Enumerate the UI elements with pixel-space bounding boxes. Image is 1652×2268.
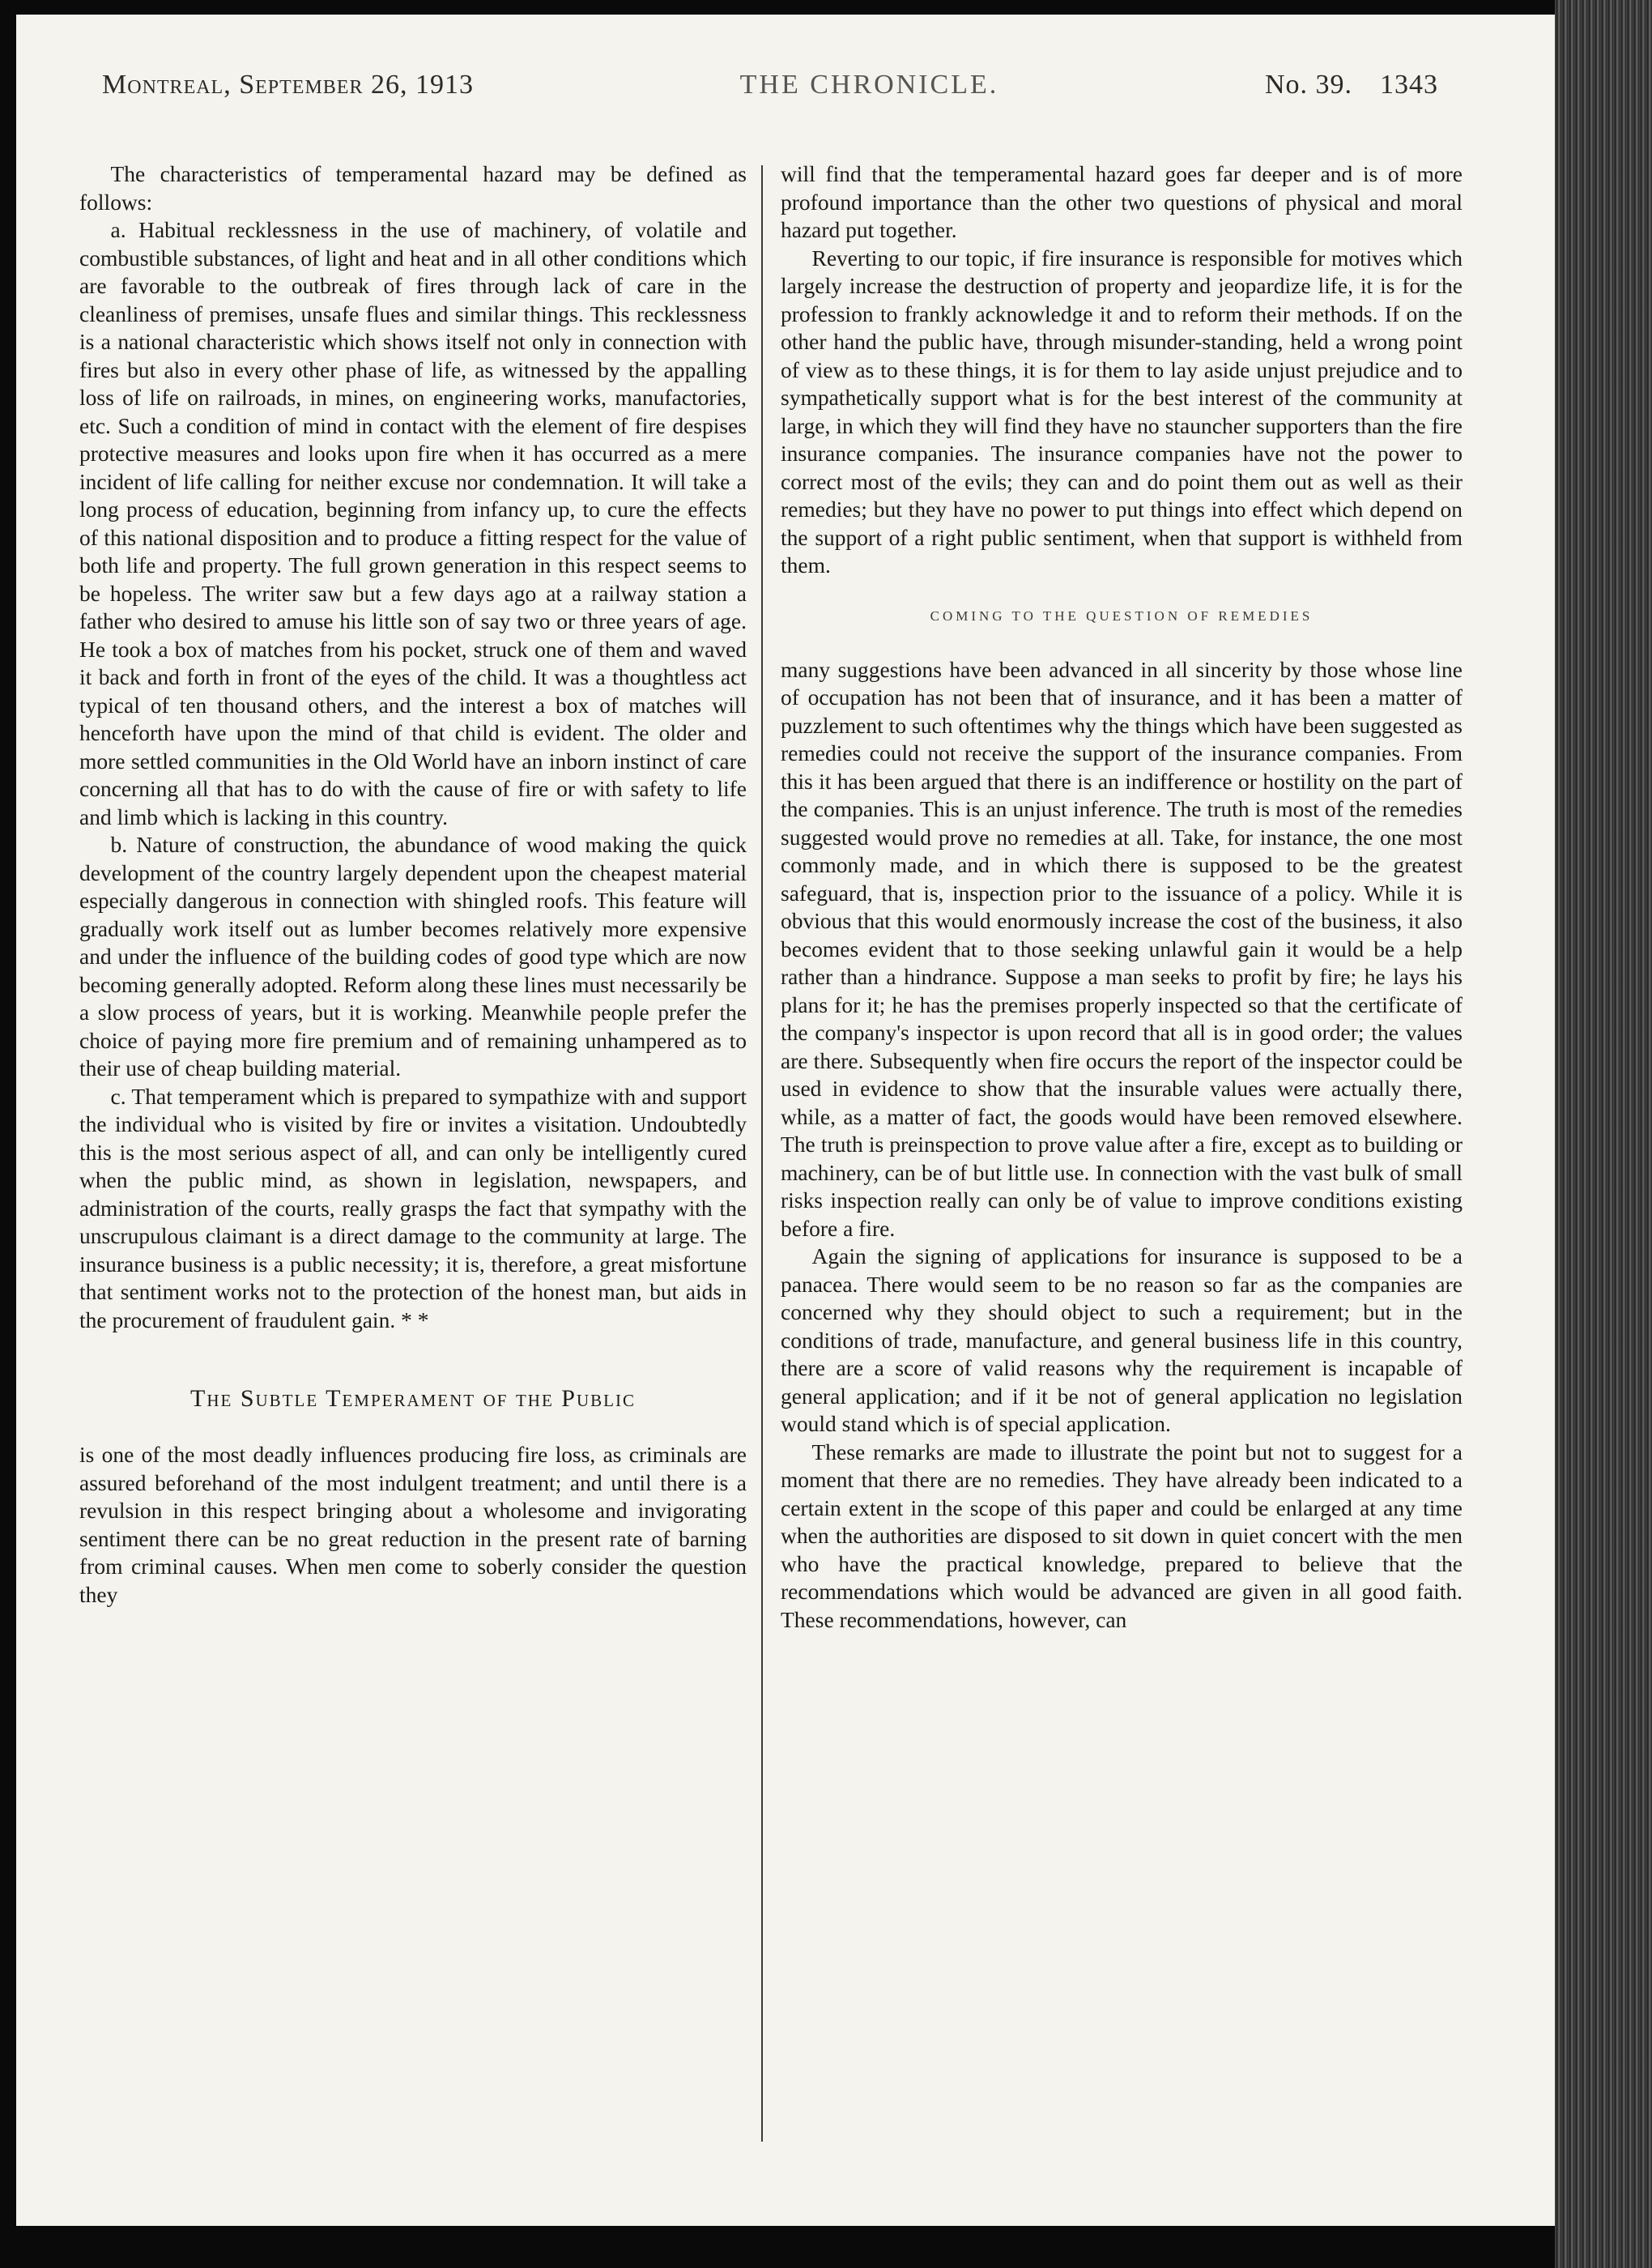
section-heading: COMING TO THE QUESTION OF REMEDIES (930, 608, 1314, 624)
paragraph: is one of the most deadly influences producing fire loss, as criminals are assured beforehand of the most indulgent treatment; and until there is a revulsion in this respect bringing about a wholesome and invigorating sentiment there can be no great reduction in the present rate of barning from criminal causes. When men come to soberly consider the question they (79, 1442, 747, 1607)
masthead (102, 70, 1438, 100)
masthead-title: THE CHRONICLE. (739, 70, 999, 100)
book-page-edges (1555, 0, 1652, 2268)
paragraph: c. That temperament which is prepared to sympathize with and support the individual who is visited by fire or invites a visitation. Undoubtedly this is the most serious aspect of all, and can only be intelligently cured when the public mind, as shown in legislation, newspapers, and administration of the courts, really grasps the fact that sympathy with the unscrupulous claimant is a direct damage to the community at large. The insurance business is a public necessity; it is, therefore, a great misfortune that sentiment works not to the protection of the honest man, but aids in the procurement of fraudulent gain. * * (79, 1083, 747, 1332)
paragraph: The characteristics of temperamental hazard may be defined as follows: (79, 161, 747, 215)
paragraph: Reverting to our topic, if fire insurance is responsible for motives which largely increase the destruction of property and jeopardize life, it is for the profession to frankly acknowledge it and to reform their methods. If on the other hand the public have, through misunder-standing, held a wrong point of view as to these things, it is for them to lay aside unjust prejudice and to sympathetically support what is for the best interest of the community at large, in which they will find they have no stauncher supporters than the fire insurance companies. The insurance companies have not the power to correct most of the evils; they can and do point them out as well as their remedies; but they have no power to put things into effect which depend on the support of a right public sentiment, when that support is withheld from them. (781, 245, 1463, 578)
paragraph: Again the signing of applications for insurance is supposed to be a panacea. There would seem to be no reason so far as the companies are concerned why they should object to such a requirement; but in the conditions of trade, manufacture, and general business life in this country, there are a score of valid reasons why the requirement is incapable of general application; and if it be not of general application no legislation would stand which is of special application. (781, 1243, 1463, 1436)
paragraph: These remarks are made to illustrate the point but not to suggest for a moment that there are no remedies. They have already been indicated to a certain extent in the scope of this paper and could be enlarged at any time when the authorities are disposed to sit down in quiet concert with the men who have the practical knowledge, prepared to believe that the recommendations which would be advanced are given in all good faith. These recommendations, however, can (781, 1439, 1463, 1632)
page-number: 1343 (1380, 70, 1438, 100)
issue-number: No. 39. (1264, 70, 1352, 100)
paragraph: will find that the temperamental hazard goes far deeper and is of more profound importance than the other two questions of physical and moral hazard put together. (781, 161, 1463, 242)
newspaper-page (16, 15, 1555, 2226)
paragraph: many suggestions have been advanced in all sincerity by those whose line of occupation has not been that of insurance, and it has been a matter of puzzlement to such oftentimes why the things which have been suggested as remedies could not receive the support of the insurance companies. From this it has been argued that there is an indifference or hostility on the part of the companies. This is an unjust inference. The truth is most of the remedies suggested would prove no remedies at all. Take, for instance, the one most commonly made, and in which there is supposed to be the greatest safeguard, that is, inspection prior to the issuance of a policy. While it is obvious that this would enormously increase the cost of the business, it also becomes evident that to those seeking unlawful gain it would be a help rather than a hindrance. Suppose a man seeks to profit by fire; he lays his plans for it; he has the premises properly inspected so that the certificate of the company's inspector is upon record that all is in good order; the values are there. Subsequently when fire occurs the report of the inspector could be used in evidence to show that the insurable values were actually there, while, as a matter of fact, the goods would have been removed elsewhere. The truth is preinspection to prove value after a fire, except as to building or machinery, can be of but little use. In connection with the vast bulk of small risks inspection really can only be of value to improve conditions existing before a fire. (781, 656, 1463, 1241)
paragraph: a. Habitual recklessness in the use of machinery, of volatile and combustible substances, of light and heat and in all other conditions which are favorable to the outbreak of fires through lack of care in the cleanliness of premises, unsafe flues and similar things. This recklessness is a national characteristic which shows itself not only in connection with fires but also in every other phase of life, as witnessed by the appalling loss of life on railroads, in mines, on engineering works, manufactories, etc. Such a condition of mind in contact with the element of fire despises protective measures and looks upon fire when it has occurred as a mere incident of life calling for neither excuse nor condemnation. It will take a long process of education, beginning from infancy up, to cure the effects of this national disposition and to produce a fitting respect for the value of both life and property. The full grown generation in this respect seems to be hopeless. The writer saw but a few days ago at a railway station a father who desired to amuse his little son of say two or three years of age. He took a box of matches from his pocket, struck one of them and waved it back and forth in front of the eyes of the child. It was a thoughtless act typical of ten thousand others, and the interest a box of matches will henceforth have upon the mind of that child is evident. The older and more settled communities in the Old World have an inborn instinct of care concerning all that has to do with the cause of fire or with safety to life and limb which is lacking in this country. (79, 217, 747, 829)
column-divider (761, 165, 763, 2142)
section-heading: The Subtle Temperament of the Public (190, 1385, 636, 1412)
paragraph: b. Nature of construction, the abundance of wood making the quick development of the country largely dependent upon the cheapest material especially dangerous in connection with shingled roofs. This feature will gradually work itself out as lumber becomes relatively more expensive and under the influence of the building codes of good type which are now becoming generally adopted. Reform along these lines must necessarily be a slow process of years, but it is working. Meanwhile people prefer the choice of paying more fire premium and of remaining unhampered as to their use of cheap building material. (79, 832, 747, 1081)
masthead-date: Montreal, September 26, 1913 (102, 70, 474, 100)
masthead-issue-group (1265, 70, 1438, 100)
left-column (79, 160, 747, 2202)
right-column (781, 160, 1463, 2202)
